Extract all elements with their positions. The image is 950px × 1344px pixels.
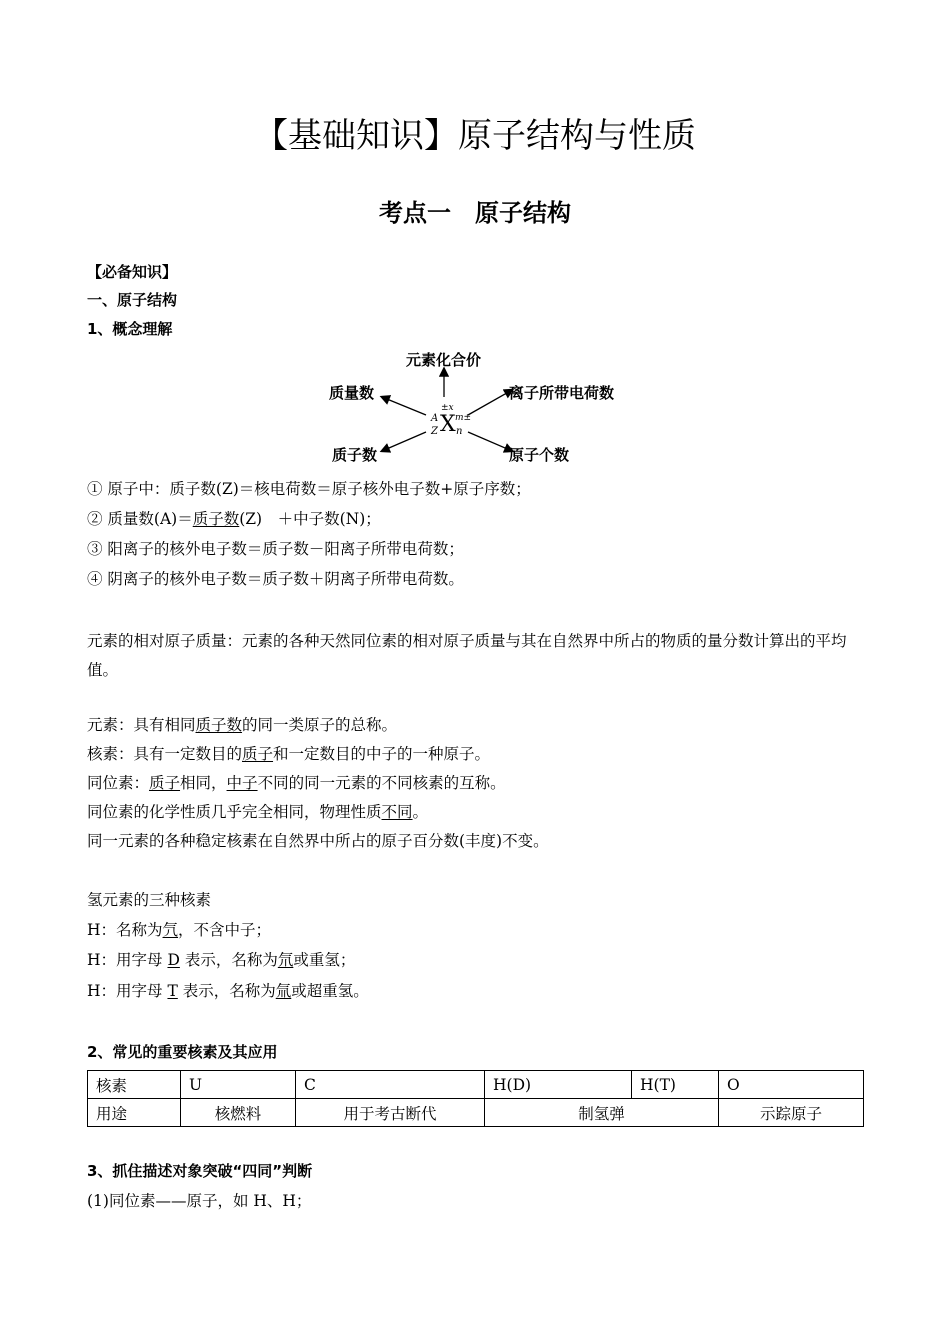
hydrogen-tritium: H：用字母 T 表示，名称为氚或超重氢。	[87, 982, 369, 1000]
section-heading-atomic-structure: 一、原子结构	[87, 291, 178, 309]
four-same-item-1: (1)同位素——原子，如 H、H；	[87, 1192, 312, 1210]
hydrogen-protium: H：名称为氕，不含中子；	[87, 921, 272, 939]
nuclide-applications-table	[87, 1070, 864, 1127]
table-cell: 核素	[88, 1071, 181, 1099]
table-cell: 用于考古断代	[296, 1099, 485, 1127]
table-row	[88, 1071, 864, 1099]
symbol-charge-sup: m±	[455, 413, 472, 423]
diagram-label-mass-number: 质量数	[329, 384, 375, 402]
hydrogen-nuclides-title: 氢元素的三种核素	[87, 891, 212, 909]
symbol-valence-sup: ±x	[441, 403, 454, 413]
isotope-definition: 同位素：质子相同，中子不同的同一元素的不同核素的互称。	[87, 774, 506, 792]
table-cell: 示踪原子	[719, 1099, 864, 1127]
page-title: 【基础知识】原子结构与性质	[254, 116, 696, 156]
diagram-label-atom-count: 原子个数	[509, 446, 570, 464]
diagram-label-proton-number: 质子数	[332, 446, 378, 464]
symbol-atomic-sub: Z	[431, 426, 438, 437]
must-know-label: 【必备知识】	[87, 263, 178, 281]
relative-atomic-mass-text: 元素的相对原子质量：元素的各种天然同位素的相对原子质量与其在自然界中所占的物质的量分数计算出的平均值。	[87, 632, 847, 679]
nuclide-definition: 核素：具有一定数目的质子和一定数目的中子的一种原子。	[87, 745, 491, 763]
formula-3: ③ 阳离子的核外电子数＝质子数－阳离子所带电荷数；	[87, 540, 464, 558]
concept-heading: 1、概念理解	[87, 320, 173, 338]
section-subtitle: 考点一 原子结构	[379, 199, 571, 227]
table-cell: O	[719, 1071, 864, 1099]
symbol-count-sub: n	[456, 426, 463, 437]
table-cell: 制氢弹	[485, 1099, 719, 1127]
table-cell: 用途	[88, 1099, 181, 1127]
hydrogen-deuterium: H：用字母 D 表示，名称为氘或重氢；	[87, 951, 356, 969]
table-cell: H(T)	[632, 1071, 719, 1099]
abundance-text: 同一元素的各种稳定核素在自然界中所占的原子百分数(丰度)不变。	[87, 832, 549, 850]
table-cell: C	[296, 1071, 485, 1099]
table-row	[88, 1099, 864, 1127]
diagram-label-ion-charge: 离子所带电荷数	[509, 384, 615, 402]
formula-2: ② 质量数(A)＝质子数(Z) ＋中子数(N)；	[87, 510, 381, 528]
symbol-mass-sup: A	[431, 413, 439, 424]
table-cell: 核燃料	[181, 1099, 296, 1127]
nuclide-notation-diagram	[320, 345, 630, 470]
table-cell: H(D)	[485, 1071, 632, 1099]
element-symbol: X	[440, 412, 456, 437]
element-definition: 元素：具有相同质子数的同一类原子的总称。	[87, 716, 398, 734]
isotope-properties: 同位素的化学性质几乎完全相同，物理性质不同。	[87, 803, 429, 821]
four-same-heading: 3、抓住描述对象突破“四同”判断	[87, 1162, 313, 1180]
table-cell: U	[181, 1071, 296, 1099]
formula-4: ④ 阴离子的核外电子数＝质子数＋阴离子所带电荷数。	[87, 570, 464, 588]
formula-1: ① 原子中：质子数(Z)＝核电荷数＝原子核外电子数+原子序数；	[87, 480, 531, 498]
diagram-label-valence: 元素化合价	[406, 351, 482, 369]
nuclide-applications-heading: 2、常见的重要核素及其应用	[87, 1043, 278, 1061]
